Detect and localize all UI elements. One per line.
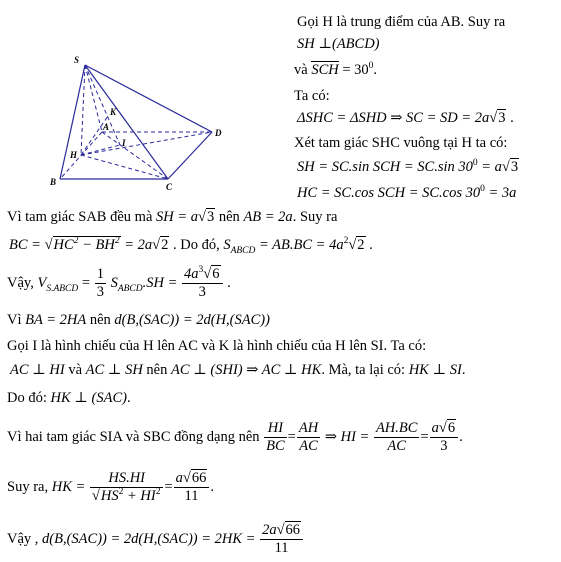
- text-line-1: Gọi H là trung điểm của AB. Suy ra: [297, 14, 506, 30]
- fraction-hk-value: $\frac{a√66}{11}$: [174, 470, 210, 505]
- edge-HC: [81, 155, 168, 179]
- fraction-ah-ac: $\frac{AH}{AC}$: [298, 420, 319, 455]
- fraction-volume: $\frac{4a^3√6}{3}$: [182, 266, 222, 301]
- math-line-2: SH ⊥(ABCD): [297, 36, 380, 52]
- label-I: I: [122, 138, 126, 148]
- math-line-10: BC = $√HC^2 - BH^2 = 2a√2$ . Do đó, $S_{ABCD} = AB.BC = 4a^2√2$ .: [9, 236, 373, 256]
- label-D: D: [215, 128, 222, 138]
- label-B: B: [50, 177, 57, 187]
- math-line-17: Suy ra, HK = $\frac{HS.HI}{√HS^2 + HI^2}$ = $\frac{a√66}{11}$ .: [7, 470, 214, 505]
- text-line-4: Ta có:: [294, 88, 330, 104]
- math-line-16: Vì hai tam giác SIA và SBC đồng dạng nên $\frac{HI}{BC}$ = $\frac{AH}{AC}$ ⇒ HI = $\frac{AH.BC}{AC}$ = $\frac{a√6}{3}$ .: [7, 420, 463, 455]
- label-K: K: [110, 107, 117, 117]
- edge-HD: [81, 132, 212, 155]
- math-line-18: Vậy , d(B,(SAC)) = 2d(H,(SAC)) = 2HK = $\frac{2a√66}{11}$: [7, 519, 304, 559]
- text-line-6: Xét tam giác SHC vuông tại H ta có:: [294, 135, 508, 151]
- label-H: H: [70, 150, 78, 160]
- math-line-7: SH = SC.sin SCH = SC.sin $30^0 = a√3$: [297, 158, 519, 175]
- math-line-3: và SCH = $30^0$.: [294, 61, 378, 78]
- fraction-hi-value: $\frac{a√6}{3}$: [430, 420, 458, 455]
- edge-AC: [102, 132, 168, 179]
- fraction-distance-value: $\frac{2a√66}{11}$: [260, 522, 303, 557]
- math-line-8: HC = SC.cos SCH = SC.cos $30^0 = 3a$: [297, 184, 517, 201]
- text-line-13: Gọi I là hình chiếu của H lên AC và K là hình chiếu của H lên SI. Ta có:: [7, 338, 427, 354]
- math-line-9: Vì tam giác SAB đều mà SH = a√3 nên AB = 2a. Suy ra: [7, 209, 338, 225]
- fraction-ahbc-ac: $\frac{AH.BC}{AC}$: [375, 420, 418, 455]
- edge-SB: [60, 65, 85, 179]
- label-S: S: [74, 55, 80, 65]
- math-line-15: Do đó: HK ⊥ (SAC).: [7, 390, 131, 406]
- label-C: C: [166, 182, 173, 192]
- edge-SC: [85, 65, 168, 179]
- fraction-hk: $\frac{HS.HI}{√HS^2 + HI^2}$: [90, 470, 164, 505]
- math-line-12: Vì BA = 2HA nên d(B,(SAC)) = 2d(H,(SAC)): [7, 312, 270, 328]
- math-line-14: AC ⊥ HI và AC ⊥ SH nên AC ⊥ (SHI) ⇒ AC ⊥ HK. Mà, ta lại có: HK ⊥ SI.: [10, 362, 466, 378]
- fraction-hi-bc: $\frac{HI}{BC}$: [266, 420, 285, 455]
- math-line-5: ΔSHC = ΔSHD ⇒ SC = SD = 2a√3 .: [297, 110, 514, 126]
- fraction-one-third: $\frac{1}{3}$: [96, 266, 104, 301]
- label-A: A: [103, 122, 110, 132]
- math-line-11: Vậy, $V_{S.ABCD}$ = $\frac{1}{3}$ $S_{ABCD}.SH$ = $\frac{4a^3√6}{3}$ .: [7, 265, 231, 301]
